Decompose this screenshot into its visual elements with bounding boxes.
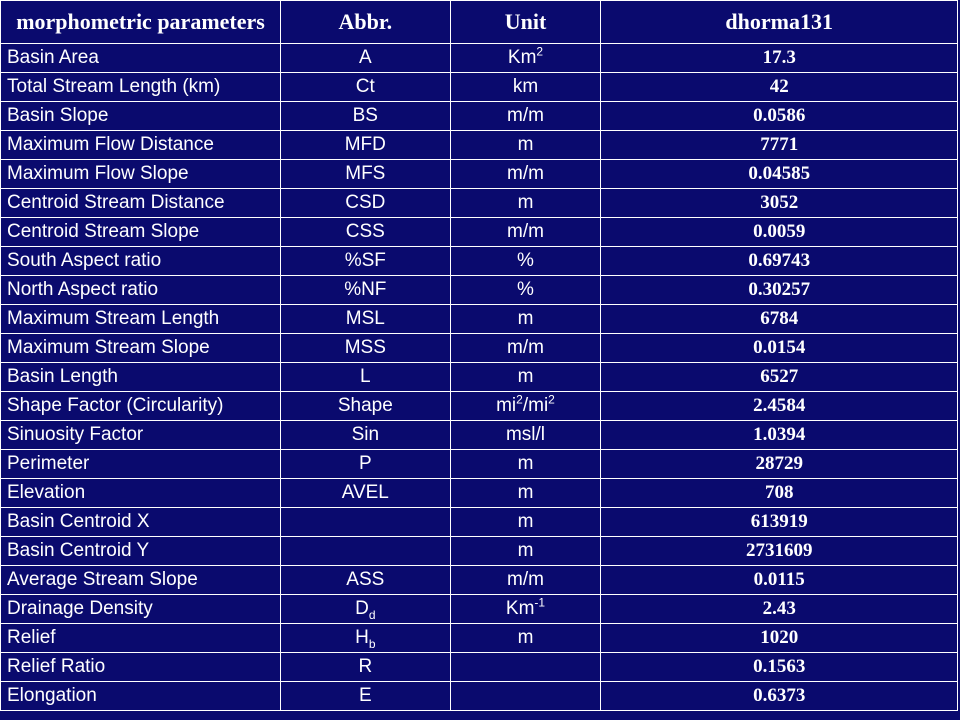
unit: m: [517, 627, 534, 648]
unit: m: [517, 540, 534, 561]
parameter-value: 0.04585: [601, 160, 958, 189]
abbreviation-cell: [281, 73, 450, 102]
parameter-name: Relief: [1, 624, 281, 653]
abbreviation: MSS: [344, 337, 386, 358]
abbreviation: H: [355, 627, 369, 648]
unit-superscript: 2: [536, 44, 544, 59]
abbreviation: ASS: [346, 569, 385, 590]
abbreviation-cell: [281, 334, 450, 363]
abbreviation: CSD: [345, 192, 386, 213]
abbreviation: CSS: [345, 221, 385, 242]
parameter-value: 6784: [601, 305, 958, 334]
parameter-value: 7771: [601, 131, 958, 160]
abbreviation: P: [358, 453, 372, 474]
header-parameters: morphometric parameters: [1, 1, 281, 44]
header-unit: Unit: [450, 1, 601, 44]
table-row: [1, 247, 958, 276]
abbreviation: AVEL: [341, 482, 389, 503]
unit: %: [517, 250, 534, 271]
unit: m/m: [507, 221, 544, 242]
parameter-value: 2.4584: [601, 392, 958, 421]
unit: m/m: [507, 569, 544, 590]
parameter-value: 0.6373: [601, 682, 958, 711]
parameter-name: Basin Slope: [1, 102, 281, 131]
parameter-name: Perimeter: [1, 450, 281, 479]
table-row: [1, 189, 958, 218]
table-row: [1, 160, 958, 189]
parameter-name: Elevation: [1, 479, 281, 508]
unit-cell: [450, 450, 601, 479]
parameter-name: Drainage Density: [1, 595, 281, 624]
abbreviation-cell: [281, 305, 450, 334]
unit: Km: [507, 47, 537, 68]
table-row: [1, 392, 958, 421]
abbreviation: Shape: [337, 395, 393, 416]
parameter-name: Maximum Flow Slope: [1, 160, 281, 189]
unit-cell: [450, 218, 601, 247]
abbreviation-cell: [281, 131, 450, 160]
abbreviation-cell: [281, 479, 450, 508]
table-row: [1, 102, 958, 131]
parameter-value: 0.0586: [601, 102, 958, 131]
abbreviation-cell: [281, 566, 450, 595]
unit-cell: [450, 73, 601, 102]
unit: m/m: [507, 163, 544, 184]
table-row: [1, 479, 958, 508]
abbreviation-cell: [281, 421, 450, 450]
abbreviation-subscript: d: [368, 607, 376, 622]
unit-cell: [450, 682, 601, 711]
unit-cell: [450, 421, 601, 450]
unit: mi: [496, 395, 517, 416]
abbreviation-cell: [281, 653, 450, 682]
unit-denominator: /mi: [522, 395, 549, 416]
unit-cell: [450, 595, 601, 624]
unit-superscript: -1: [534, 595, 546, 610]
unit: km: [512, 76, 539, 97]
unit-cell: [450, 653, 601, 682]
parameter-name: North Aspect ratio: [1, 276, 281, 305]
parameter-value: 42: [601, 73, 958, 102]
parameter-name: Average Stream Slope: [1, 566, 281, 595]
unit-cell: [450, 44, 601, 73]
table-row: [1, 624, 958, 653]
abbreviation: E: [358, 685, 372, 706]
table-row: [1, 450, 958, 479]
parameter-name: Basin Length: [1, 363, 281, 392]
abbreviation-cell: [281, 537, 450, 566]
abbreviation: Sin: [351, 424, 380, 445]
abbreviation: D: [355, 598, 369, 619]
unit-cell: [450, 392, 601, 421]
parameter-name: Maximum Flow Distance: [1, 131, 281, 160]
unit: m: [517, 453, 534, 474]
parameter-value: 3052: [601, 189, 958, 218]
parameter-value: 2731609: [601, 537, 958, 566]
abbreviation: L: [360, 366, 371, 387]
unit-cell: [450, 508, 601, 537]
parameter-name: Relief Ratio: [1, 653, 281, 682]
unit-cell: [450, 566, 601, 595]
unit-superscript: 2: [548, 392, 555, 407]
parameter-value: 6527: [601, 363, 958, 392]
unit-cell: [450, 102, 601, 131]
parameter-value: 613919: [601, 508, 958, 537]
table-row: [1, 276, 958, 305]
parameter-value: 0.69743: [601, 247, 958, 276]
parameter-name: Centroid Stream Slope: [1, 218, 281, 247]
abbreviation-cell: [281, 363, 450, 392]
unit-cell: [450, 305, 601, 334]
parameter-value: 28729: [601, 450, 958, 479]
abbreviation: BS: [352, 105, 378, 126]
table-row: [1, 537, 958, 566]
unit-cell: [450, 624, 601, 653]
abbreviation-cell: [281, 450, 450, 479]
unit-cell: [450, 189, 601, 218]
abbreviation-cell: [281, 392, 450, 421]
table-body: [1, 44, 958, 711]
unit: m/m: [507, 105, 544, 126]
table-row: [1, 44, 958, 73]
table-header: [1, 1, 958, 44]
parameter-name: Basin Centroid X: [1, 508, 281, 537]
header-value: dhorma131: [601, 1, 958, 44]
parameter-name: Sinuosity Factor: [1, 421, 281, 450]
abbreviation-cell: [281, 508, 450, 537]
table-row: [1, 334, 958, 363]
abbreviation: %SF: [344, 250, 386, 271]
abbreviation: MFD: [344, 134, 386, 155]
unit: m: [517, 192, 534, 213]
unit: m: [517, 308, 534, 329]
table-row: [1, 131, 958, 160]
header-row: [1, 1, 958, 44]
parameter-value: 0.0115: [601, 566, 958, 595]
abbreviation-cell: [281, 44, 450, 73]
unit: m: [517, 366, 534, 387]
table-row: [1, 595, 958, 624]
abbreviation: MFS: [345, 163, 386, 184]
abbreviation-cell: [281, 102, 450, 131]
parameter-value: 1.0394: [601, 421, 958, 450]
parameter-value: 0.30257: [601, 276, 958, 305]
unit-cell: [450, 131, 601, 160]
abbreviation-cell: [281, 682, 450, 711]
header-abbr: Abbr.: [281, 1, 450, 44]
abbreviation-cell: [281, 624, 450, 653]
table-row: [1, 305, 958, 334]
abbreviation-cell: [281, 160, 450, 189]
parameter-name: Maximum Stream Slope: [1, 334, 281, 363]
abbreviation-cell: [281, 189, 450, 218]
table-row: [1, 508, 958, 537]
unit-cell: [450, 276, 601, 305]
unit-cell: [450, 334, 601, 363]
parameter-value: 1020: [601, 624, 958, 653]
table-row: [1, 363, 958, 392]
unit: %: [517, 279, 534, 300]
abbreviation-cell: [281, 276, 450, 305]
abbreviation-cell: [281, 218, 450, 247]
parameter-name: Shape Factor (Circularity): [1, 392, 281, 421]
parameter-value: 0.0059: [601, 218, 958, 247]
table-row: [1, 682, 958, 711]
abbreviation: %NF: [344, 279, 387, 300]
abbreviation-cell: [281, 247, 450, 276]
unit: m: [517, 511, 534, 532]
unit: m: [517, 482, 534, 503]
table-row: [1, 653, 958, 682]
unit: msl/l: [505, 424, 546, 445]
abbreviation: Ct: [355, 76, 375, 97]
unit-cell: [450, 479, 601, 508]
parameter-value: 708: [601, 479, 958, 508]
table-row: [1, 218, 958, 247]
unit: Km: [505, 598, 535, 619]
abbreviation: A: [358, 47, 372, 68]
unit-cell: [450, 363, 601, 392]
unit-cell: [450, 160, 601, 189]
table-row: [1, 73, 958, 102]
abbreviation-cell: [281, 595, 450, 624]
unit-cell: [450, 537, 601, 566]
unit: m: [517, 134, 534, 155]
parameter-value: 0.0154: [601, 334, 958, 363]
parameter-name: Total Stream Length (km): [1, 73, 281, 102]
parameter-value: 0.1563: [601, 653, 958, 682]
table-row: [1, 566, 958, 595]
parameter-name: Basin Area: [1, 44, 281, 73]
unit: m/m: [507, 337, 544, 358]
unit-superscript: 2: [516, 392, 523, 407]
parameter-name: Centroid Stream Distance: [1, 189, 281, 218]
parameter-name: Maximum Stream Length: [1, 305, 281, 334]
abbreviation-subscript: b: [368, 636, 376, 651]
abbreviation: R: [358, 656, 373, 677]
abbreviation: MSL: [345, 308, 385, 329]
parameter-value: 17.3: [601, 44, 958, 73]
parameter-name: Basin Centroid Y: [1, 537, 281, 566]
table-row: [1, 421, 958, 450]
unit-cell: [450, 247, 601, 276]
parameter-name: Elongation: [1, 682, 281, 711]
parameter-name: South Aspect ratio: [1, 247, 281, 276]
parameter-value: 2.43: [601, 595, 958, 624]
